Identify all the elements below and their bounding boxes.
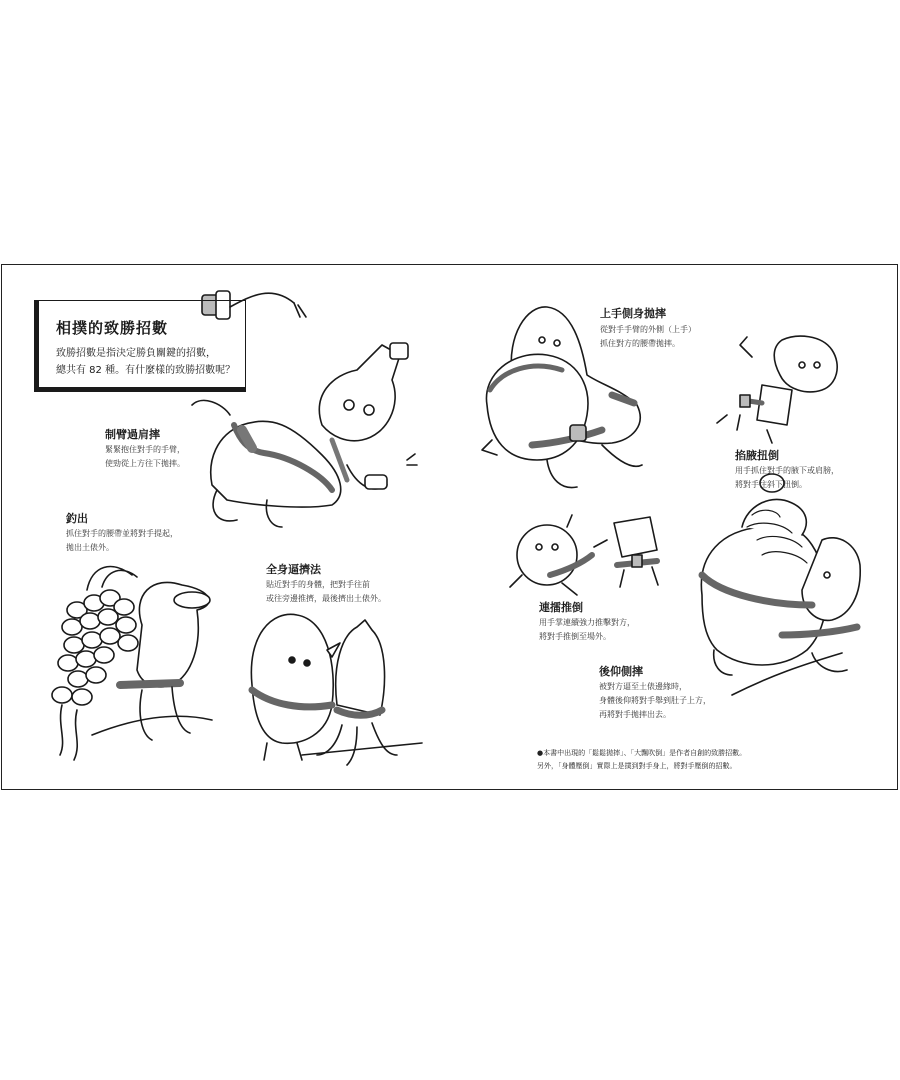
intro-line-2: 總共有 82 種。有什麼樣的致勝招數呢？ [56,365,236,376]
footnote [537,747,746,773]
intro-text [56,345,235,379]
move-desc-line: 貼近對手的身體，把對手往前 [266,580,370,589]
book-spread [1,264,898,790]
move-desc-abisetaoshi [266,578,386,606]
move-desc-line: 抓住對方的腰帶拋摔。 [600,339,680,348]
move-desc-tsukitaoshi [539,616,635,644]
move-title-tsukitaoshi: 連擂推倒 [539,601,583,614]
move-desc-line: 用手抓住對手的腋下或肩膀， [735,466,839,475]
abisetaoshi-illustration [251,614,422,765]
move-desc-line: 用手掌連續強力推擊對方， [539,618,635,627]
move-desc-tsuridashi [66,527,178,555]
move-desc-utchari [599,680,711,722]
move-desc-line: 從對手手臂的外側（上手） [600,325,696,334]
move-title-kotehineri: 掐腋扭倒 [735,449,779,462]
kotehineri-illustration [717,336,837,443]
move-desc-uwatenage [600,323,696,351]
move-desc-line: 使勁從上方往下拋摔。 [105,459,185,468]
move-desc-line: 緊緊抱住對手的手臂， [105,445,185,454]
footnote-line-2: 另外，「身體壓倒」實際上是撲到對手身上，將對手壓倒的招數。 [537,762,737,770]
move-desc-line: 將對手推倒至場外。 [539,632,611,641]
utchari-illustration [701,474,860,695]
move-desc-line: 再將對手拋摔出去。 [599,710,671,719]
move-desc-line: 拋出土俵外。 [66,543,114,552]
page-title: 相撲的致勝招數 [56,319,169,337]
move-title-abisetaoshi: 全身逼擠法 [266,563,321,576]
move-desc-kotehineri [735,464,839,492]
move-title-uwatenage: 上手側身拋摔 [600,307,666,320]
tsuridashi-illustration [52,567,212,760]
move-desc-kotenage [105,443,185,471]
intro-line-1: 致勝招數是指決定勝負關鍵的招數， [56,348,216,359]
tsukitaoshi-illustration [510,515,658,595]
move-title-kotenage: 制臂過肩摔 [105,428,160,441]
footnote-line-1: ●本書中出現的「鬆鬆拋摔」、「大飄吹倒」是作者自創的致勝招數。 [537,749,747,757]
move-desc-line: 被對方逼至土俵邊緣時， [599,682,687,691]
move-desc-line: 抓住對手的腰帶並將對手提起， [66,529,178,538]
move-desc-line: 或往旁邊推擠，最後擠出土俵外。 [266,594,386,603]
move-title-tsuridashi: 釣出 [66,512,88,525]
move-desc-line: 將對手往斜下扭倒。 [735,480,807,489]
move-title-utchari: 後仰側摔 [599,665,643,678]
move-desc-line: 身體後仰將對手舉到肚子上方， [599,696,711,705]
